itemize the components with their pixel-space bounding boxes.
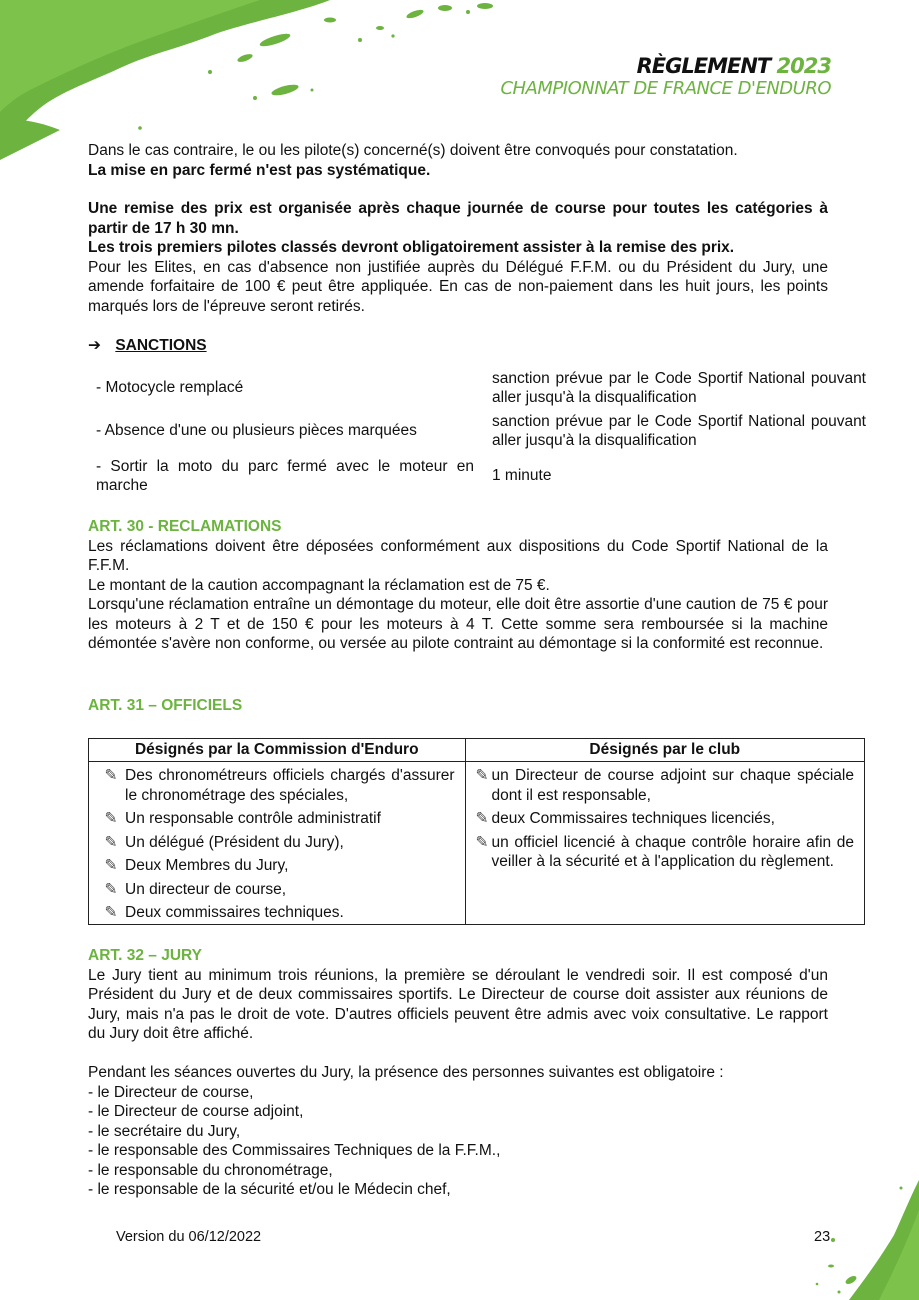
sanction-item: - Sortir la moto du parc fermé avec le moteur en marche bbox=[96, 457, 474, 494]
list-item: - le responsable du chronométrage, bbox=[88, 1161, 333, 1179]
art32-paragraph: Pendant les séances ouvertes du Jury, la présence des personnes suivantes est obligatoire : bbox=[88, 1064, 724, 1081]
intro-bold-paragraph: La mise en parc fermé n'est pas systématique. bbox=[88, 161, 431, 179]
commission-official-item: ✎ Un responsable contrôle administratif bbox=[97, 809, 455, 829]
awards-paragraph: Une remise des prix est organisée après chaque journée de course pour toutes les catégories à partir de 17 h 30 mn. bbox=[88, 200, 828, 237]
hand-pointing-icon: ✎ bbox=[475, 810, 489, 827]
sanction-row bbox=[88, 368, 878, 408]
arrow-right-icon: ➔ bbox=[88, 336, 101, 354]
hand-pointing-icon: ✎ bbox=[104, 880, 118, 898]
list-item: - le secrétaire du Jury, bbox=[88, 1122, 241, 1140]
sanctions-table bbox=[88, 368, 878, 498]
art30-title: ART. 30 - RECLAMATIONS bbox=[88, 518, 282, 535]
document-logo bbox=[500, 54, 831, 100]
awards-attendance-paragraph: Les trois premiers pilotes classés devront obligatoirement assister à la remise des prix. bbox=[88, 239, 735, 256]
hand-pointing-icon: ✎ bbox=[475, 833, 489, 851]
art30-paragraph: Le montant de la caution accompagnant la réclamation est de 75 €. bbox=[88, 576, 550, 594]
art30-section bbox=[88, 517, 828, 654]
officials-header-club: Désignés par le club bbox=[465, 739, 864, 762]
hand-pointing-icon: ✎ bbox=[104, 810, 118, 827]
hand-pointing-icon: ✎ bbox=[104, 833, 118, 851]
intro-section bbox=[88, 141, 828, 316]
sanction-penalty: sanction prévue par le Code Sportif National pouvant aller jusqu'à la disqualification bbox=[492, 369, 866, 406]
art32-title: ART. 32 – JURY bbox=[88, 947, 202, 964]
art30-paragraph: Les réclamations doivent être déposées conformément aux dispositions du Code Sportif National de la F.F.M. bbox=[88, 537, 828, 574]
commission-official-item: ✎ Deux commissaires techniques. bbox=[97, 903, 455, 923]
hand-pointing-icon: ✎ bbox=[104, 904, 118, 921]
club-official-item: ✎ un Directeur de course adjoint sur chaque spéciale dont il est responsable, bbox=[475, 767, 854, 804]
elite-fine-paragraph: Pour les Elites, en cas d'absence non justifiée auprès du Délégué F.F.M. ou du Président du Jury, une amende forfaitaire de 100 € peut être appliquée. En cas de non-paiement dans les huit jours, les points marqués lors de l'épreuve seront retirés. bbox=[88, 258, 828, 315]
sanctions-heading bbox=[88, 336, 207, 356]
club-official-item: ✎ un officiel licencié à chaque contrôle horaire afin de veiller à la sécurité et à l'application du règlement. bbox=[475, 833, 854, 870]
sanctions-title: SANCTIONS bbox=[115, 337, 207, 354]
commission-official-item: ✎ Un délégué (Président du Jury), bbox=[97, 833, 455, 853]
green-splash-top-decoration bbox=[0, 0, 520, 160]
commission-official-item: ✎ Un directeur de course, bbox=[97, 880, 455, 900]
art32-paragraph: Le Jury tient au minimum trois réunions, la première se déroulant le vendredi soir. Il est composé d'un Président du Jury et de deux commissaires sportifs. Le Directeur de course doit assister aux réunions de Jury, mais n'a pas le droit de vote. D'autres officiels peuvent être admis avec voix consultative. Le rapport du Jury doit être affiché. bbox=[88, 966, 828, 1042]
hand-pointing-icon: ✎ bbox=[475, 767, 489, 784]
logo-subtitle: CHAMPIONNAT DE FRANCE D'ENDURO bbox=[500, 78, 831, 99]
officials-header-commission: Désignés par la Commission d'Enduro bbox=[89, 739, 466, 762]
sanction-penalty: sanction prévue par le Code Sportif National pouvant aller jusqu'à la disqualification bbox=[492, 412, 866, 449]
sanction-penalty: 1 minute bbox=[492, 467, 552, 485]
list-item: - le Directeur de course adjoint, bbox=[88, 1103, 304, 1120]
officials-table bbox=[88, 738, 865, 925]
sanction-item: - Absence d'une ou plusieurs pièces marquées bbox=[96, 422, 417, 440]
art31-title-text: ART. 31 – OFFICIELS bbox=[88, 697, 243, 714]
list-item: - le Directeur de course, bbox=[88, 1083, 254, 1101]
sanction-row bbox=[88, 410, 878, 452]
intro-paragraph: Dans le cas contraire, le ou les pilote(s) concerné(s) doivent être convoqués pour constatation. bbox=[88, 142, 738, 159]
logo-year: 2023 bbox=[776, 54, 831, 78]
footer-version: Version du 06/12/2022 bbox=[116, 1229, 262, 1245]
club-official-item: ✎ deux Commissaires techniques licenciés, bbox=[475, 810, 775, 827]
sanction-row bbox=[88, 454, 878, 498]
list-item: - le responsable de la sécurité et/ou le Médecin chef, bbox=[88, 1181, 451, 1198]
commission-official-item: ✎ Des chronométreurs officiels chargés d'assurer le chronométrage des spéciales, bbox=[97, 766, 455, 805]
logo-title: RÈGLEMENT bbox=[636, 54, 771, 78]
art32-section bbox=[88, 946, 828, 1200]
art30-paragraph: Lorsqu'une réclamation entraîne un démontage du moteur, elle doit être assortie d'une caution de 75 € pour les moteurs à 2 T et de 150 € pour les moteurs à 4 T. Cette somme sera remboursée si la machine démontée s'avère non conforme, ou versée au pilote contraint au démontage si la conformité est reconnue. bbox=[88, 596, 828, 652]
list-item: - le responsable des Commissaires Techniques de la F.F.M., bbox=[88, 1142, 501, 1159]
page-number: 23 bbox=[814, 1229, 831, 1245]
commission-official-item: ✎ Deux Membres du Jury, bbox=[97, 856, 455, 876]
mandatory-attendees-list bbox=[88, 1083, 828, 1200]
sanction-item: - Motocycle remplacé bbox=[96, 379, 244, 397]
hand-pointing-icon: ✎ bbox=[104, 857, 118, 874]
hand-pointing-icon: ✎ bbox=[104, 767, 118, 784]
